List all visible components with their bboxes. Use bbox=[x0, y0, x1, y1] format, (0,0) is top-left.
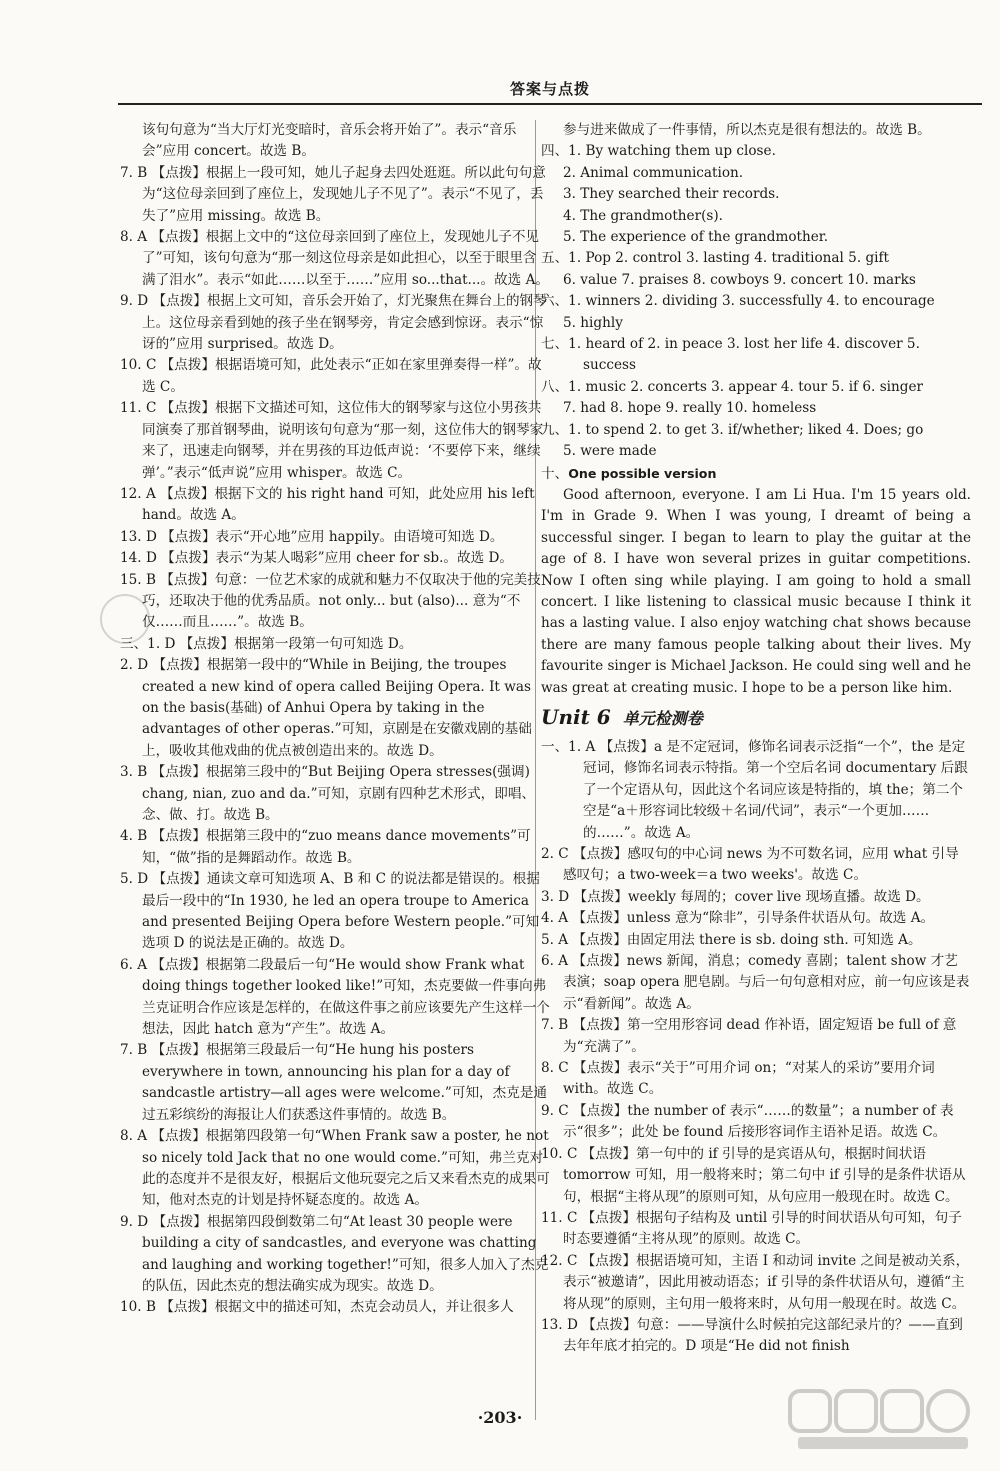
unit-answer-item: 4. A 【点拨】unless 意为“除非”，引导条件状语从句。故选 A。 bbox=[541, 910, 935, 927]
unit-answer-item: 一、1. A 【点拨】a 是不定冠词，修饰名词表示泛指“一个”，the 是定冠词，修饰名词表示特指。第一个空后名词 documentary 后跟了一个定语从句，因此这个名词应该是特指的，填 the；第二个空是“a＋形容词比较级＋名词/代词”，表示“一个更加……的……”。故选 A。 bbox=[541, 738, 968, 841]
right-answer-item: 四、1. By watching them up close. bbox=[541, 143, 776, 160]
left-answer-item: 6. A 【点拨】根据第二段最后一句“He would show Frank what doing things together looked like!”可知，杰克要做一件事向弗兰克证明合作应该是怎样的，在做这件事之前应该要先产生这样一个想法，因此 hatch 意为“产生”。故选 A。 bbox=[120, 956, 550, 1038]
left-answer-item: 10. C 【点拨】根据语境可知，此处表示“正如在家里弹奏得一样”。故选 C。 bbox=[120, 357, 542, 395]
right-answer-item: 2. Animal communication. bbox=[563, 164, 744, 181]
left-answer-item: 8. A 【点拨】根据上文中的“这位母亲回到了座位上，发现她儿子不见了”可知，该句句意为“那一刻这位母亲是如此担心，以至于眼里含满了泪水”。表示“如此……以至于……”应用 so...that...。故选 A。 bbox=[120, 229, 550, 288]
right-answer-item: 八、1. music 2. concerts 3. appear 4. tour 5. if 6. singer bbox=[541, 378, 924, 395]
right-answer-item: 七、1. heard of 2. in peace 3. lost her life 4. discover 5. success bbox=[541, 336, 920, 374]
left-column bbox=[120, 120, 550, 1319]
left-answer-item: 三、1. D 【点拨】根据第一段第一句可知选 D。 bbox=[120, 635, 413, 652]
left-answer-item: 10. B 【点拨】根据文中的描述可知，杰克会动员人，并让很多人 bbox=[120, 1299, 514, 1316]
header-rule bbox=[118, 103, 982, 105]
left-answer-item: 该句句意为“当大厅灯光变暗时，音乐会将开始了”。表示“音乐会”应用 concert。故选 B。 bbox=[142, 122, 517, 160]
unit-answer-item: 13. D 【点拨】句意：——导演什么时候拍完这部纪录片的？——直到去年年底才拍完的。D 项是“He did not finish bbox=[541, 1316, 963, 1355]
unit-answer-item: 5. A 【点拨】由固定用法 there is sb. doing sth. 可知选 A。 bbox=[541, 931, 922, 948]
page-header-title: 答案与点拨 bbox=[509, 80, 590, 98]
left-answer-item: 9. D 【点拨】根据第四段倒数第二句“At least 30 people were building a city of sandcastles, and everyone was chatting and laughing and working together!”可知，很多人加入了杰克的队伍，因此杰克的想法确实成为现实。故选 D。 bbox=[120, 1213, 549, 1294]
left-answer-item: 2. D 【点拨】根据第一段中的“While in Beijing, the troupes created a new kind of opera called Beijing Opera. It was on the basis(基础) of Anhui Opera by taking in the advantages of other operas.”可知，京剧是在安徽戏剧的基础上，吸收其他戏曲的优点被创造出来的。故选 D。 bbox=[120, 657, 532, 759]
right-column-unit-answers bbox=[541, 737, 971, 1358]
left-answer-item: 7. B 【点拨】根据第三段最后一句“He hung his posters everywhere in town, announcing his plan for a day of sandcastle artistry—all ages were welcome.”可知，杰克是通过五彩缤纷的海报让人们获悉这件事情的。故选 B。 bbox=[120, 1042, 548, 1123]
right-answer-item: 参与进来做成了一件事情，所以杰克是很有想法的。故选 B。 bbox=[563, 122, 931, 138]
right-answer-item: 六、1. winners 2. dividing 3. successfully 4. to encourage bbox=[541, 293, 935, 310]
unit-answer-item: 3. D 【点拨】weekly 每周的；cover live 现场直播。故选 D。 bbox=[541, 888, 930, 905]
left-answer-item: 8. A 【点拨】根据第四段第一句“When Frank saw a poster, he not so nicely told Jack that no one would come.”可知，弗兰克对此的态度并不是很友好，根据后文他玩耍完之后又来看杰克的成果可知，他对杰克的计划是持怀疑态度的。故选 A。 bbox=[120, 1128, 550, 1209]
left-answer-item: 4. B 【点拨】根据第三段中的“zuo means dance movements”可知，“做”指的是舞蹈动作。故选 B。 bbox=[120, 828, 531, 866]
right-column bbox=[541, 120, 971, 1358]
right-answer-item: 九、1. to spend 2. to get 3. if/whether; liked 4. Does; go bbox=[541, 421, 924, 438]
unit-answer-item: 10. C 【点拨】第一句中的 if 引导的是宾语从句，根据时间状语 tomorrow 可知，用一般将来时；第二句中 if 引导的是条件状语从句，根据“主将从现”的原则可知，从句应用一般现在时。故选 C。 bbox=[541, 1145, 966, 1205]
unit-answer-item: 8. C 【点拨】表示“关于”可用介词 on；“对某人的采访”要用介词 with。故选 C。 bbox=[541, 1060, 935, 1098]
unit-title bbox=[541, 703, 971, 733]
unit-title-main: Unit 6 bbox=[541, 704, 611, 729]
unit-answer-item: 6. A 【点拨】news 新闻，消息；comedy 喜剧；talent show 才艺表演；soap opera 肥皂剧。与后一句句意相对应，前一句应该是表示“看新闻”。故选 A。 bbox=[541, 953, 970, 1012]
essay-heading bbox=[541, 463, 971, 485]
left-answer-item: 9. D 【点拨】根据上文可知，音乐会开始了，灯光聚焦在舞台上的钢琴上。这位母亲看到她的孩子坐在钢琴旁，肯定会感到惊讶。表示“惊讶的”应用 surprised。故选 D。 bbox=[120, 293, 547, 353]
left-answer-item: 13. D 【点拨】表示“开心地”应用 happily。由语境可知选 D。 bbox=[120, 528, 504, 545]
unit-subtitle: 单元检测卷 bbox=[622, 708, 703, 728]
left-answer-item: 15. B 【点拨】句意：一位艺术家的成就和魅力不仅取决于他的完美技巧，还取决于他的优秀品质。not only... but (also)... 意为“不仅……而且……”。故选 B。 bbox=[120, 571, 541, 631]
right-answer-item: 5. highly bbox=[563, 314, 623, 331]
unit-answer-item: 2. C 【点拨】感叹句的中心词 news 为不可数名词，应用 what 引导感叹句；a two-week＝a two weeks'。故选 C。 bbox=[541, 846, 959, 884]
essay-text: Good afternoon, everyone. I am Li Hua. I'm 15 years old. I'm in Grade 9. When I was young, I dreamt of being a successful singer. I began to learn to play the guitar at the age of 8. I have won several prizes in guitar competitions. Now I often sing while playing. I am going to hold a small concert. I like listening to classical music because I think it has a lasting value. I also enjoy watching chat shows because there are many famous people talking about their lives. My favourite singer is Michael Jackson. He could sing well and he was great at creating music. I hope to be a person like him. bbox=[541, 486, 971, 696]
left-answer-item: 14. D 【点拨】表示“为某人喝彩”应用 cheer for sb.。故选 D。 bbox=[120, 550, 514, 567]
watermark-logo bbox=[788, 1389, 978, 1453]
right-answer-item: 5. were made bbox=[563, 443, 657, 460]
left-answer-item: 5. D 【点拨】通读文章可知选项 A、B 和 C 的说法都是错误的。根据最后一段中的“In 1930, he led an opera troupe to America and presented Beijing Opera before Western people.”可知选项 D 的说法是正确的。故选 D。 bbox=[120, 871, 540, 952]
right-answer-item: 3. They searched their records. bbox=[563, 186, 780, 203]
unit-answer-item: 9. C 【点拨】the number of 表示“……的数量”；a number of 表示“很多”；此处 be found 后接形容词作主语补足语。故选 C。 bbox=[541, 1102, 954, 1141]
left-answer-item: 7. B 【点拨】根据上一段可知，她儿子起身去四处逛逛。所以此句句意为“这位母亲回到了座位上，发现她儿子不见了”。表示“不见了，丢失了”应用 missing。故选 B。 bbox=[120, 164, 546, 224]
right-answer-item: 4. The grandmother(s). bbox=[563, 207, 723, 224]
left-answer-item: 3. B 【点拨】根据第三段中的“But Beijing Opera stresses(强调) chang, nian, zuo and da.”可知，京剧有四种艺术形式，即唱、念、做、打。故选 B。 bbox=[120, 764, 536, 823]
page-number: ·203· bbox=[477, 1408, 523, 1427]
essay-heading-num: 十、 bbox=[541, 465, 569, 482]
unit-answer-item: 7. B 【点拨】第一空用形容词 dead 作补语，固定短语 be full of 意为“充满了”。 bbox=[541, 1017, 957, 1055]
left-answer-item: 11. C 【点拨】根据下文描述可知，这位伟大的钢琴家与这位小男孩共同演奏了那首钢琴曲，说明该句句意为“那一刻，这位伟大的钢琴家来了，迅速走向钢琴，并在男孩的耳边低声说：‘不要停下来，继续弹’。”表示“低声说”应用 whisper。故选 C。 bbox=[120, 400, 544, 481]
right-answer-item: 5. The experience of the grandmother. bbox=[563, 229, 829, 246]
right-answer-item: 五、1. Pop 2. control 3. lasting 4. traditional 5. gift bbox=[541, 250, 890, 267]
left-answer-item: 12. A 【点拨】根据下文的 his right hand 可知，此处应用 his left hand。故选 A。 bbox=[120, 485, 535, 524]
essay-heading-text: One possible version bbox=[568, 465, 717, 481]
right-answer-item: 7. had 8. hope 9. really 10. homeless bbox=[563, 400, 817, 417]
unit-answer-item: 11. C 【点拨】根据句子结构及 until 引导的时间状语从句可知，句子时态要遵循“主将从现”的原则。故选 C。 bbox=[541, 1209, 962, 1248]
right-answer-item: 6. value 7. praises 8. cowboys 9. concert 10. marks bbox=[563, 271, 916, 288]
unit-answer-item: 12. C 【点拨】根据语境可知，主语 I 和动词 invite 之间是被动关系，表示“被邀请”，因此用被动语态；if 引导的条件状语从句，遵循“主将从现”的原则，主句用一般将来时，从句用一般现在时。故选 C。 bbox=[541, 1252, 970, 1312]
right-column-answers bbox=[541, 120, 971, 463]
